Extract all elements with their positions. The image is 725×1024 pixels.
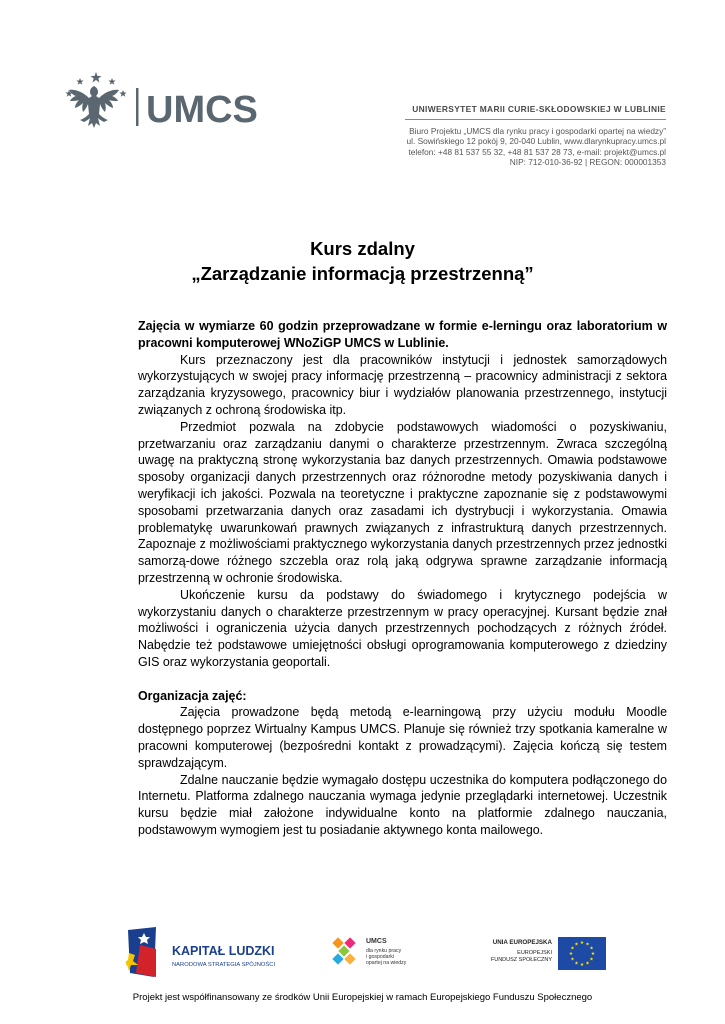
header-divider: [405, 119, 666, 120]
paragraph-5: Zdalne nauczanie będzie wymagało dostępu uczestnika do komputera podłączonego do Internetu. Platforma zdalnego nauczania wymaga jedynie przeglądarki internetowej. Uczestnik kursu będzie miał założone indywidualne konto na platformie zdalnego nauczania, podstawowym wymogiem jest tu posiadanie aktywnego konta mailowego.: [138, 772, 667, 837]
kapital-ludzki-emblem-icon: [126, 925, 291, 980]
eu-sub: FUNDUSZ SPOŁECZNY: [490, 957, 552, 963]
umcs-project-sub: dla rynku pracy: [366, 948, 402, 954]
footer-note: Projekt jest współfinansowany ze środków Unii Europejskiej w ramach Europejskiego Funduszu Społecznego: [132, 992, 593, 1003]
document-title: [100, 236, 625, 286]
contact-line: Biuro Projektu „UMCS dla rynku pracy i gospodarki opartej na wiedzy”: [409, 126, 666, 136]
kapital-title: KAPITAŁ LUDZKI: [172, 944, 275, 958]
eu-title: UNIA EUROPEJSKA: [492, 939, 552, 946]
contact-line: telefon: +48 81 537 55 32, +48 81 537 28 73, e-mail: projekt@umcs.pl: [408, 146, 666, 157]
eu-sub: EUROPEJSKI: [517, 950, 552, 956]
eu-flag-icon: [558, 937, 606, 970]
eagle-emblem-icon: [60, 70, 265, 142]
logo-text: UMCS: [146, 89, 258, 131]
intro-paragraph: Zajęcia w wymiarze 60 godzin przeprowadzane w formie e-lerningu oraz laboratorium w pracowni komputerowej WNoZiGP UMCS w Lublinie.: [138, 319, 667, 350]
eu-logo: [482, 935, 607, 973]
paragraph-1: Kurs przeznaczony jest dla pracowników instytucji i jednostek samorządowych wykorzystujących w swojej pracy informację przestrzenną – pracownicy administracji z sektora zarządzania kryzysowego, pracownicy biur i wydziałów planowania przestrzennego, instytucji związanych z ochroną środowiska itp.: [138, 352, 667, 417]
umcs-project-emblem-icon: [330, 933, 425, 975]
umcs-project-sub: i gospodarki: [366, 954, 394, 960]
document-body: [138, 318, 667, 839]
paragraph-4: Zajęcia prowadzone będą metodą e-learningową przy użyciu modułu Moodle dostępnego poprzez Wirtualny Kampus UMCS. Planuje się również trzy spotkania kameralne w pracowni komputerowej (bezpośredni kontakt z prowadzącymi). Zajęcia kończą się testem sprawdzającym.: [138, 705, 667, 770]
umcs-project-sub: opartej na wiedzy: [366, 960, 407, 966]
contact-block: [300, 126, 666, 167]
umcs-project-logo: [330, 933, 425, 975]
paragraph-2: Przedmiot pozwala na zdobycie podstawowych wiadomości o pozyskiwaniu, przetwarzaniu oraz zarządzaniu danymi o charakterze przestrzennym. Zwraca szczególną uwagę na praktyczną stronę wykorzystania baz danych przestrzennych. Omawia podstawowe sposoby organizacji danych przestrzennych oraz różnorodne metody pozyskiwania danych i weryfikacji ich jakości. Pozwala na teoretyczne i praktyczne zapoznanie się z podstawowymi sposobami przetwarzania danych oraz zasadami ich dystrybucji i wykorzystania. Omawia problematykę uwarunkowań prawnych związanych z infrastrukturą danych przestrzennych. Zapoznaje z możliwościami praktycznego wykorzystania danych przestrzennych przez jednostki samorzą-dowe różnego szczebla oraz rolą jaką odgrywa sprawne zarządzanie informacją przestrzenną w ochronie środowiska.: [138, 419, 667, 585]
contact-line: NIP: 712-010-36-92 | REGON: 000001353: [509, 156, 666, 167]
title-line-1: Kurs zdalny: [310, 238, 415, 259]
contact-line: ul. Sowińskiego 12 pokój 9, 20-040 Lublin, www.dlarynkupracy.umcs.pl: [406, 136, 666, 147]
university-name: UNIWERSYTET MARII CURIE-SKŁODOWSKIEJ W LUBLINIE: [412, 104, 666, 114]
umcs-project-title: UMCS: [366, 938, 387, 945]
paragraph-3: Ukończenie kursu da podstawy do świadomego i krytycznego podejścia w wykorzystaniu danych o charakterze przestrzennym w pracy operacyjnej. Kursant będzie znał możliwości i ograniczenia użycia danych przestrzennych pochodzących z różnych źródeł. Nabędzie też podstawowe umiejętności obsługi oprogramowania komputerowego z dziedziny GIS oraz wykorzystania geoportali.: [138, 587, 667, 669]
umcs-logo: [60, 70, 265, 142]
kapital-subtitle: NARODOWA STRATEGIA SPÓJNOŚCI: [172, 962, 276, 968]
spacer: [138, 671, 667, 688]
kapital-ludzki-logo: [126, 925, 291, 980]
organization-heading: Organizacja zajęć:: [138, 688, 247, 703]
title-line-2: „Zarządzanie informacją przestrzenną”: [191, 263, 534, 284]
